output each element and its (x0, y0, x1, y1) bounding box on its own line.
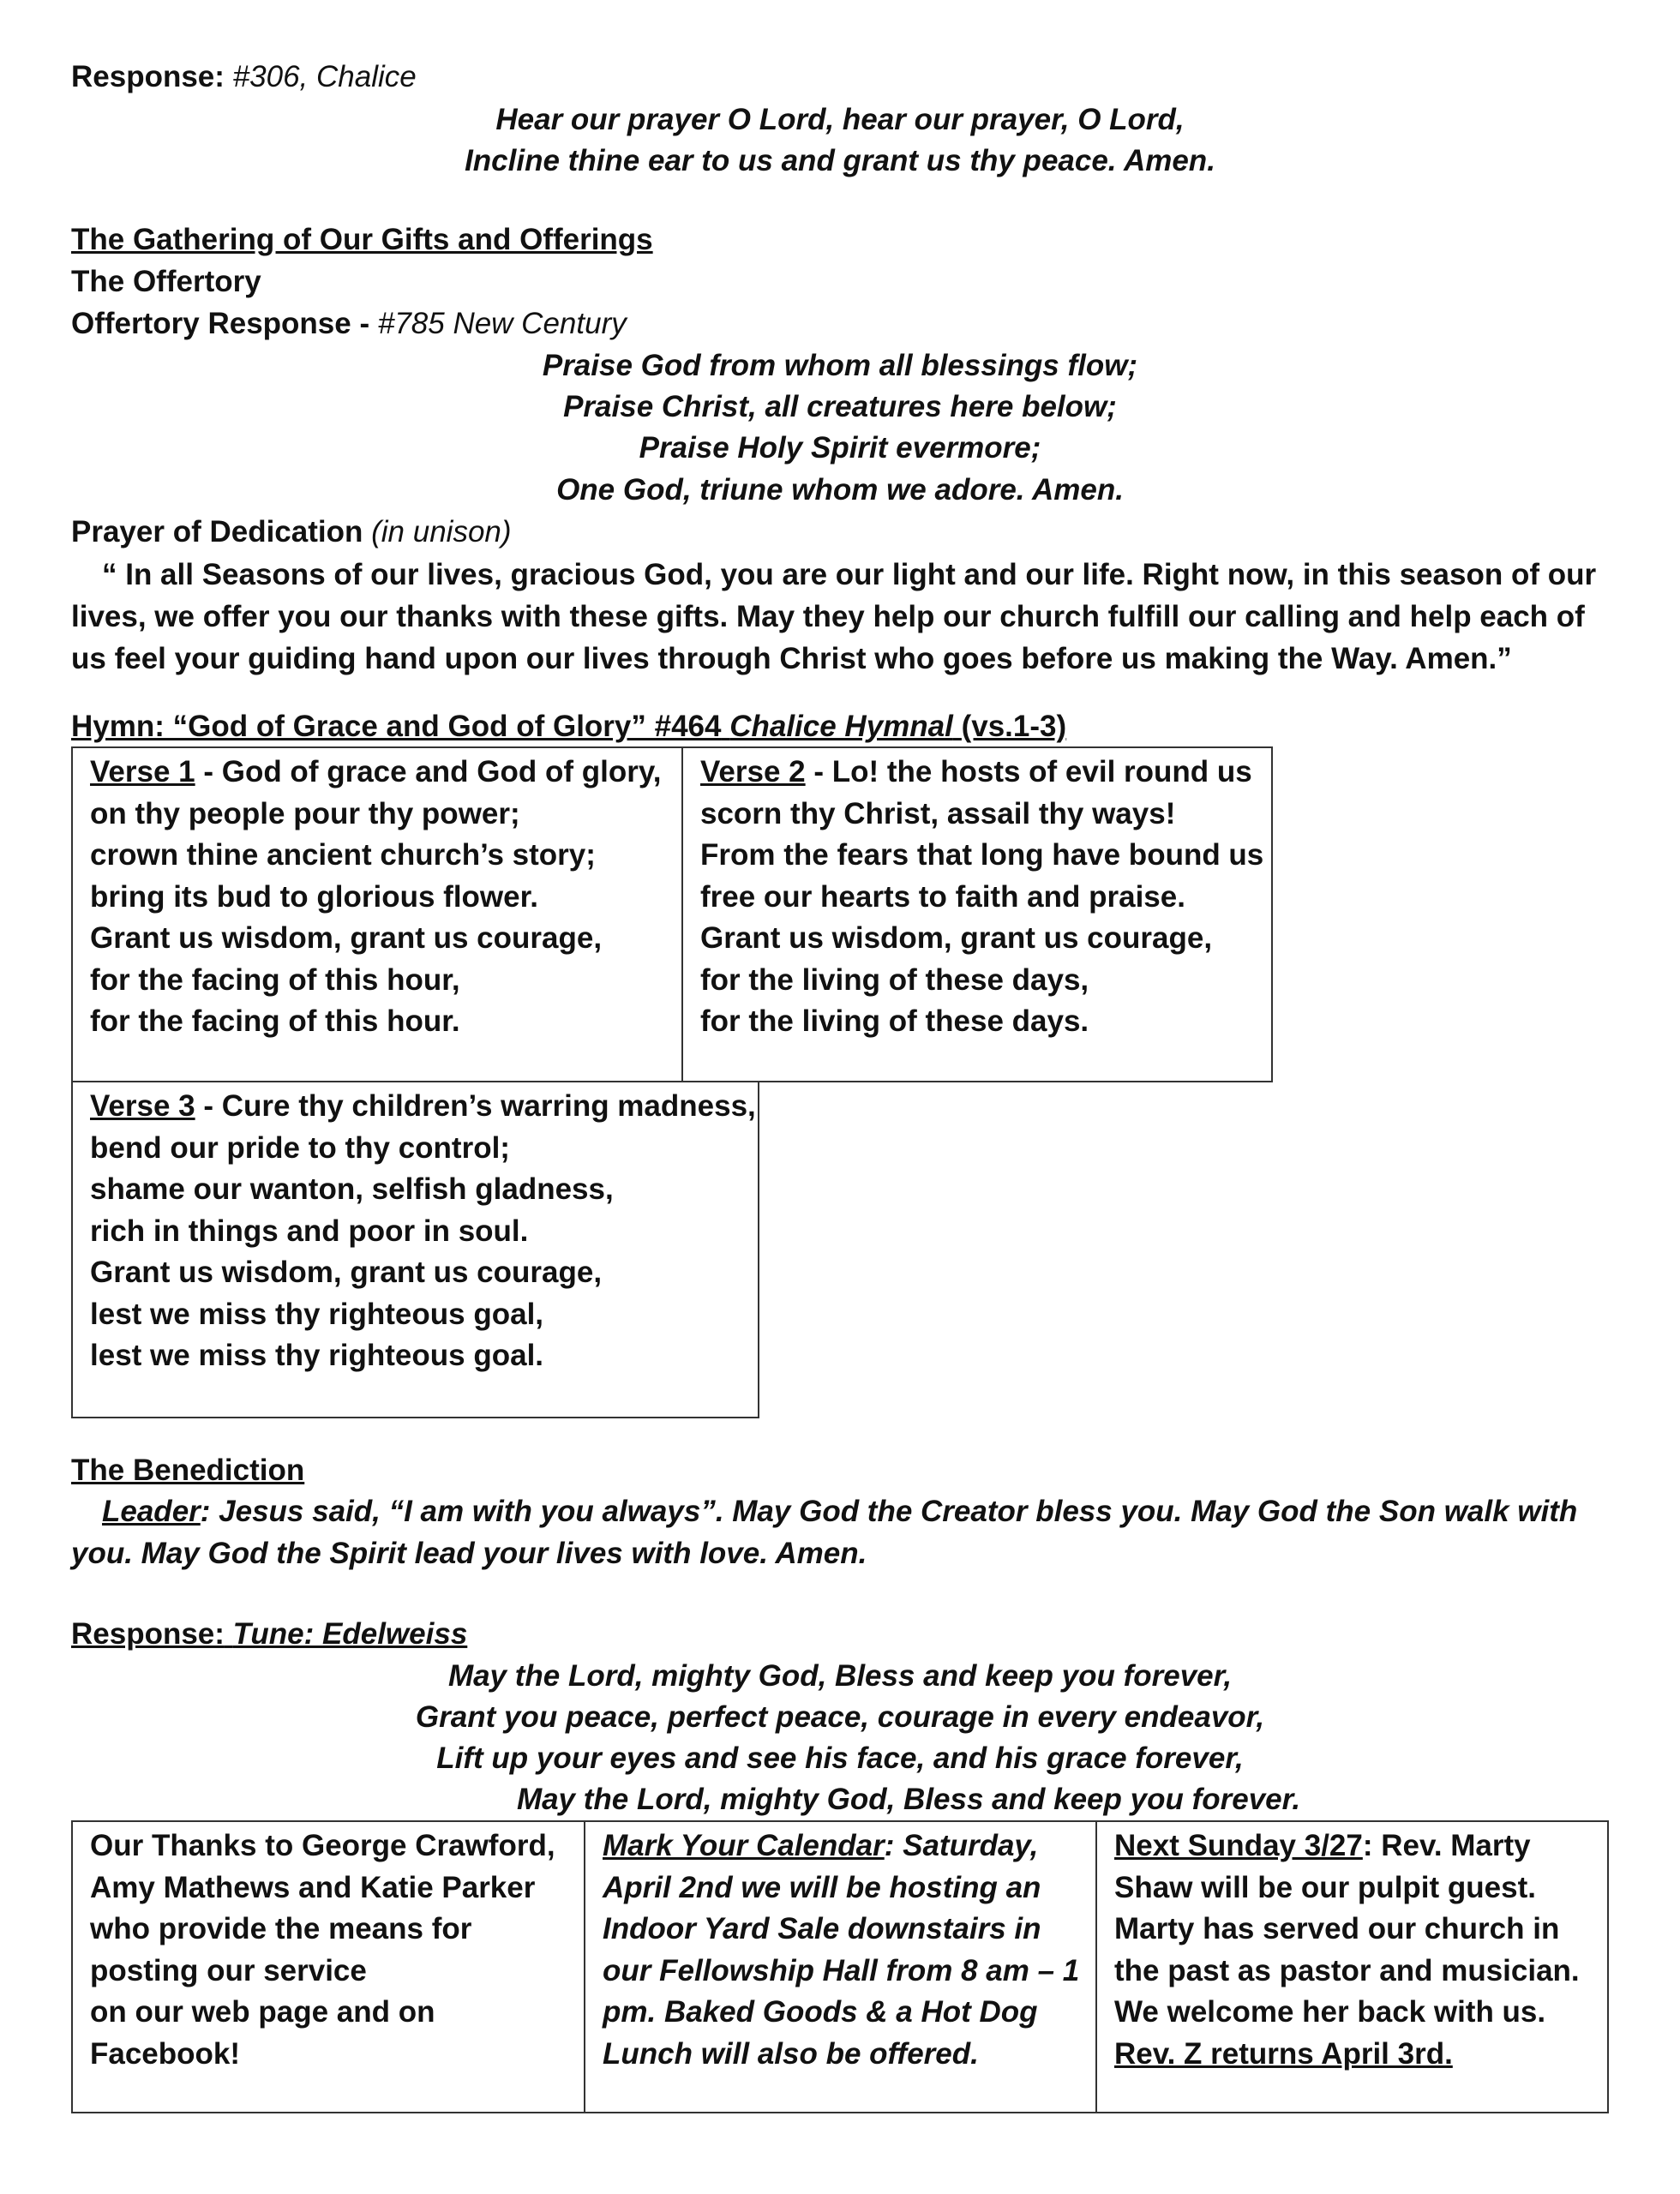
benediction-leader: Leader (102, 1495, 201, 1528)
next-sunday-return: Rev. Z returns April 3rd. (1114, 2036, 1453, 2071)
hymn-heading (71, 706, 1066, 747)
verse-2-text (700, 752, 1263, 1043)
verse-3-box (71, 1081, 759, 1418)
thanks-text (90, 1825, 575, 2075)
response-label: Response: (71, 1617, 225, 1651)
edelweiss-lyric: Lift up your eyes and see his face, and his grace forever, (436, 1741, 1244, 1775)
response-306-lyric: Incline thine ear to us and grant us thy peace. Amen. (465, 144, 1215, 177)
verse-2-box (681, 746, 1273, 1082)
edelweiss-lyric: May the Lord, mighty God, Bless and keep you forever, (447, 1659, 1233, 1693)
response-306-line (71, 57, 417, 98)
edelweiss-lyric: May the Lord, mighty God, Bless and keep you forever. (516, 1783, 1301, 1816)
verse-line: bend our pride to thy control; (90, 1130, 510, 1165)
thanks-line: Our Thanks to George Crawford, (90, 1829, 555, 1862)
offertory-response-source: #785 New Century (377, 307, 627, 340)
next-sunday-line: : Rev. Marty (1362, 1829, 1531, 1862)
response-label: Response: (71, 60, 225, 93)
doxology-line: Praise Christ, all creatures here below; (563, 390, 1117, 423)
calendar-line: our Fellowship Hall from 8 am – 1 (603, 1953, 1080, 1987)
next-sunday-text (1114, 1825, 1599, 2075)
verse-line: for the facing of this hour. (90, 1004, 460, 1038)
verse-line: on thy people pour thy power; (90, 796, 520, 830)
verse-line: for the living of these days, (700, 962, 1089, 997)
hymn-title: Hymn: “God of Grace and God of Glory” #464 (71, 710, 722, 743)
verse-3-text (90, 1086, 756, 1377)
thanks-line: posting our service (90, 1953, 367, 1987)
offertory-heading: The Offertory (71, 265, 261, 298)
verse-line: shame our wanton, selfish gladness, (90, 1172, 614, 1206)
calendar-line: pm. Baked Goods & a Hot Dog (603, 1995, 1038, 2029)
calendar-line: Lunch will also be offered. (603, 2036, 979, 2071)
response-306-lyric: Hear our prayer O Lord, hear our prayer, O Lord, (495, 103, 1185, 136)
verse-1-text (90, 752, 661, 1043)
doxology-line: One God, triune whom we adore. Amen. (556, 473, 1124, 507)
verse-label: Verse 3 (90, 1089, 195, 1123)
calendar-line: April 2nd we will be hosting an (603, 1870, 1041, 1904)
doxology-line: Praise God from whom all blessings flow; (542, 349, 1138, 382)
hymn-verses: (vs.1-3) (961, 710, 1067, 743)
verse-line: Grant us wisdom, grant us courage, (90, 921, 603, 955)
calendar-label: Mark Your Calendar (603, 1829, 885, 1862)
next-sunday-line: Marty has served our church in (1114, 1912, 1560, 1945)
verse-line: - Lo! the hosts of evil round us (805, 755, 1252, 788)
verse-line: lest we miss thy righteous goal. (90, 1339, 544, 1372)
offertory-response-line (71, 303, 627, 345)
thanks-box (71, 1820, 585, 2113)
verse-line: for the facing of this hour, (90, 962, 460, 997)
dedication-note: (in unison) (371, 515, 512, 548)
response-source: #306, Chalice (232, 60, 417, 93)
verse-label: Verse 2 (700, 755, 806, 788)
calendar-line: : Saturday, (884, 1829, 1039, 1862)
calendar-text (603, 1825, 1087, 2075)
response-tune: Tune: Edelweiss (232, 1617, 468, 1651)
calendar-line: Indoor Yard Sale downstairs in (603, 1912, 1041, 1945)
verse-label: Verse 1 (90, 755, 195, 788)
thanks-line: who provide the means for (90, 1912, 472, 1945)
verse-line: scorn thy Christ, assail thy ways! (700, 796, 1176, 830)
verse-line: - God of grace and God of glory, (195, 755, 662, 788)
benediction-text: : Jesus said, “I am with you always”. May God the Creator bless you. May God the Son walk with (200, 1495, 1578, 1528)
edelweiss-lyric: Grant you peace, perfect peace, courage in every endeavor, (415, 1700, 1265, 1734)
verse-1-box (71, 746, 683, 1082)
dedication-label: Prayer of Dedication (71, 515, 363, 548)
verse-line: crown thine ancient church’s story; (90, 838, 596, 872)
benediction-text: you. May God the Spirit lead your lives with love. Amen. (71, 1537, 867, 1570)
thanks-line: Amy Mathews and Katie Parker (90, 1870, 536, 1904)
gifts-heading: The Gathering of Our Gifts and Offerings (71, 223, 653, 256)
benediction-heading: The Benediction (71, 1454, 305, 1487)
dedication-heading-line (71, 512, 512, 553)
verse-line: Grant us wisdom, grant us courage, (700, 921, 1213, 955)
verse-line: bring its bud to glorious flower. (90, 879, 539, 914)
thanks-line: on our web page and on (90, 1995, 435, 2029)
verse-line: lest we miss thy righteous goal, (90, 1297, 544, 1331)
thanks-line: Facebook! (90, 2036, 241, 2071)
response-edelweiss-line (71, 1614, 467, 1655)
calendar-box (584, 1820, 1097, 2113)
verse-line: free our hearts to faith and praise. (700, 879, 1185, 914)
verse-line: rich in things and poor in soul. (90, 1214, 529, 1248)
verse-line: for the living of these days. (700, 1004, 1089, 1038)
doxology-line: Praise Holy Spirit evermore; (639, 431, 1041, 465)
benediction-text-line (102, 1491, 1577, 1532)
next-sunday-box (1095, 1820, 1609, 2113)
verse-line: Grant us wisdom, grant us courage, (90, 1256, 603, 1289)
next-sunday-label: Next Sunday 3/27 (1114, 1829, 1363, 1862)
verse-line: - Cure thy children’s warring madness, (195, 1089, 756, 1123)
next-sunday-line: Shaw will be our pulpit guest. (1114, 1870, 1536, 1904)
next-sunday-line: the past as pastor and musician. (1114, 1953, 1580, 1987)
hymn-hymnal: Chalice Hymnal (729, 710, 953, 743)
next-sunday-line: We welcome her back with us. (1114, 1995, 1546, 2029)
verse-line: From the fears that long have bound us (700, 838, 1264, 872)
dedication-prayer: “ In all Seasons of our lives, gracious God, you are our light and our life. Right now, in this season of our lives, we offer you our thanks with these gifts. May they help our church fulfill our calling and help each of us feel your guiding hand upon our lives through Christ who goes before us making the Way. Amen.” (71, 558, 1597, 675)
offertory-response-label: Offertory Response - (71, 307, 370, 340)
